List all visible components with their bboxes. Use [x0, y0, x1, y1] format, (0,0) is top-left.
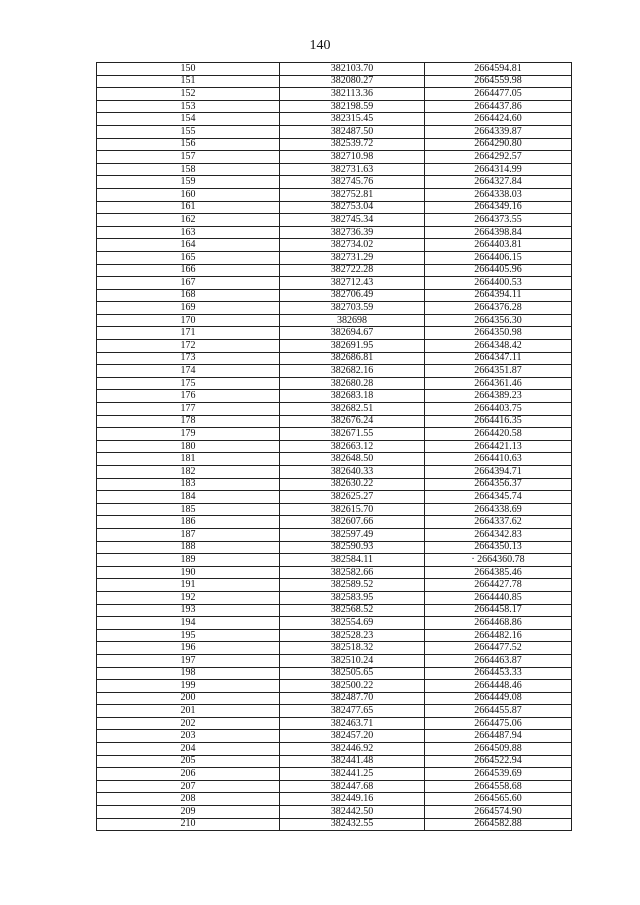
point-number-cell: 181 [97, 453, 280, 466]
table-row [97, 478, 572, 491]
x-coordinate-cell: 382625.27 [280, 491, 425, 504]
point-number-cell: 193 [97, 604, 280, 617]
point-number-cell: 176 [97, 390, 280, 403]
table-row [97, 680, 572, 693]
table-row [97, 264, 572, 277]
point-number-cell: 156 [97, 138, 280, 151]
coordinates-table-body [97, 63, 572, 831]
y-coordinate-cell: 2664342.83 [425, 528, 572, 541]
table-row [97, 277, 572, 290]
x-coordinate-cell: 382630.22 [280, 478, 425, 491]
x-coordinate-cell: 382682.16 [280, 365, 425, 378]
y-coordinate-cell: 2664522.94 [425, 755, 572, 768]
point-number-cell: 169 [97, 302, 280, 315]
point-number-cell: 192 [97, 591, 280, 604]
y-coordinate-cell: 2664373.55 [425, 214, 572, 227]
point-number-cell: 159 [97, 176, 280, 189]
x-coordinate-cell: 382682.51 [280, 403, 425, 416]
table-row [97, 730, 572, 743]
table-row [97, 302, 572, 315]
table-row [97, 604, 572, 617]
table-row [97, 818, 572, 831]
y-coordinate-cell: 2664410.63 [425, 453, 572, 466]
point-number-cell: 168 [97, 289, 280, 302]
x-coordinate-cell: 382731.63 [280, 163, 425, 176]
point-number-cell: 175 [97, 377, 280, 390]
y-coordinate-cell: 2664477.52 [425, 642, 572, 655]
table-row [97, 327, 572, 340]
y-coordinate-cell: 2664350.13 [425, 541, 572, 554]
x-coordinate-cell: 382712.43 [280, 277, 425, 290]
y-coordinate-cell: 2664405.96 [425, 264, 572, 277]
x-coordinate-cell: 382528.23 [280, 629, 425, 642]
table-row [97, 239, 572, 252]
point-number-cell: 153 [97, 100, 280, 113]
point-number-cell: 196 [97, 642, 280, 655]
point-number-cell: 204 [97, 743, 280, 756]
y-coordinate-cell: 2664539.69 [425, 768, 572, 781]
table-row [97, 289, 572, 302]
x-coordinate-cell: 382615.70 [280, 503, 425, 516]
y-coordinate-cell: 2664453.33 [425, 667, 572, 680]
table-row [97, 403, 572, 416]
x-coordinate-cell: 382505.65 [280, 667, 425, 680]
x-coordinate-cell: 382745.76 [280, 176, 425, 189]
y-coordinate-cell: 2664394.71 [425, 466, 572, 479]
x-coordinate-cell: 382686.81 [280, 352, 425, 365]
point-number-cell: 160 [97, 188, 280, 201]
table-row [97, 768, 572, 781]
x-coordinate-cell: 382457.20 [280, 730, 425, 743]
y-coordinate-cell: 2664574.90 [425, 806, 572, 819]
x-coordinate-cell: 382703.59 [280, 302, 425, 315]
point-number-cell: 202 [97, 717, 280, 730]
x-coordinate-cell: 382736.39 [280, 226, 425, 239]
y-coordinate-cell: 2664424.60 [425, 113, 572, 126]
x-coordinate-cell: 382103.70 [280, 63, 425, 76]
y-coordinate-cell: 2664385.46 [425, 566, 572, 579]
table-row [97, 629, 572, 642]
point-number-cell: 167 [97, 277, 280, 290]
x-coordinate-cell: 382648.50 [280, 453, 425, 466]
y-coordinate-cell: 2664440.85 [425, 591, 572, 604]
point-number-cell: 150 [97, 63, 280, 76]
point-number-cell: 188 [97, 541, 280, 554]
point-number-cell: 152 [97, 88, 280, 101]
point-number-cell: 210 [97, 818, 280, 831]
point-number-cell: 201 [97, 705, 280, 718]
x-coordinate-cell: 382315.45 [280, 113, 425, 126]
point-number-cell: 209 [97, 806, 280, 819]
point-number-cell: 200 [97, 692, 280, 705]
x-coordinate-cell: 382568.52 [280, 604, 425, 617]
coordinates-table [96, 62, 572, 831]
x-coordinate-cell: 382691.95 [280, 340, 425, 353]
table-row [97, 63, 572, 76]
page-number: 140 [309, 38, 331, 53]
point-number-cell: 203 [97, 730, 280, 743]
y-coordinate-cell: 2664345.74 [425, 491, 572, 504]
y-coordinate-cell: 2664437.86 [425, 100, 572, 113]
y-coordinate-cell: 2664477.05 [425, 88, 572, 101]
point-number-cell: 198 [97, 667, 280, 680]
y-coordinate-cell: 2664403.81 [425, 239, 572, 252]
x-coordinate-cell: 382441.25 [280, 768, 425, 781]
point-number-cell: 205 [97, 755, 280, 768]
point-number-cell: 161 [97, 201, 280, 214]
y-coordinate-cell: 2664475.06 [425, 717, 572, 730]
x-coordinate-cell: 382442.50 [280, 806, 425, 819]
table-row [97, 314, 572, 327]
table-row [97, 654, 572, 667]
table-row [97, 377, 572, 390]
x-coordinate-cell: 382607.66 [280, 516, 425, 529]
x-coordinate-cell: 382584.11 [280, 554, 425, 567]
y-coordinate-cell: 2664455.87 [425, 705, 572, 718]
point-number-cell: 195 [97, 629, 280, 642]
y-coordinate-cell: 2664463.87 [425, 654, 572, 667]
x-coordinate-cell: 382663.12 [280, 440, 425, 453]
x-coordinate-cell: 382198.59 [280, 100, 425, 113]
table-row [97, 226, 572, 239]
x-coordinate-cell: 382487.70 [280, 692, 425, 705]
x-coordinate-cell: 382487.50 [280, 125, 425, 138]
table-row [97, 251, 572, 264]
table-row [97, 743, 572, 756]
point-number-cell: 154 [97, 113, 280, 126]
x-coordinate-cell: 382582.66 [280, 566, 425, 579]
point-number-cell: 164 [97, 239, 280, 252]
x-coordinate-cell: 382539.72 [280, 138, 425, 151]
x-coordinate-cell: 382477.65 [280, 705, 425, 718]
y-coordinate-cell: 2664458.17 [425, 604, 572, 617]
point-number-cell: 172 [97, 340, 280, 353]
y-coordinate-cell: 2664327.84 [425, 176, 572, 189]
x-coordinate-cell: 382463.71 [280, 717, 425, 730]
table-row [97, 516, 572, 529]
x-coordinate-cell: 382752.81 [280, 188, 425, 201]
y-coordinate-cell: 2664565.60 [425, 793, 572, 806]
y-coordinate-cell: 2664449.08 [425, 692, 572, 705]
y-coordinate-cell: 2664427.78 [425, 579, 572, 592]
y-coordinate-cell: 2664290.80 [425, 138, 572, 151]
table-row [97, 491, 572, 504]
table-row [97, 705, 572, 718]
point-number-cell: 151 [97, 75, 280, 88]
y-coordinate-cell: 2664347.11 [425, 352, 572, 365]
point-number-cell: 170 [97, 314, 280, 327]
table-row [97, 138, 572, 151]
table-row [97, 503, 572, 516]
table-row [97, 163, 572, 176]
y-coordinate-cell: 2664509.88 [425, 743, 572, 756]
table-row [97, 466, 572, 479]
table-row [97, 591, 572, 604]
y-coordinate-cell: 2664403.75 [425, 403, 572, 416]
x-coordinate-cell: 382441.48 [280, 755, 425, 768]
point-number-cell: 173 [97, 352, 280, 365]
point-number-cell: 207 [97, 780, 280, 793]
point-number-cell: 186 [97, 516, 280, 529]
table-row [97, 352, 572, 365]
y-coordinate-cell: · 2664360.78 [425, 554, 572, 567]
point-number-cell: 162 [97, 214, 280, 227]
y-coordinate-cell: 2664389.23 [425, 390, 572, 403]
table-row [97, 113, 572, 126]
x-coordinate-cell: 382734.02 [280, 239, 425, 252]
point-number-cell: 185 [97, 503, 280, 516]
table-row [97, 554, 572, 567]
y-coordinate-cell: 2664420.58 [425, 428, 572, 441]
y-coordinate-cell: 2664559.98 [425, 75, 572, 88]
y-coordinate-cell: 2664468.86 [425, 617, 572, 630]
table-row [97, 214, 572, 227]
table-row [97, 440, 572, 453]
x-coordinate-cell: 382449.16 [280, 793, 425, 806]
point-number-cell: 165 [97, 251, 280, 264]
x-coordinate-cell: 382500.22 [280, 680, 425, 693]
point-number-cell: 179 [97, 428, 280, 441]
point-number-cell: 194 [97, 617, 280, 630]
point-number-cell: 191 [97, 579, 280, 592]
point-number-cell: 174 [97, 365, 280, 378]
point-number-cell: 158 [97, 163, 280, 176]
x-coordinate-cell: 382583.95 [280, 591, 425, 604]
point-number-cell: 178 [97, 415, 280, 428]
y-coordinate-cell: 2664582.88 [425, 818, 572, 831]
point-number-cell: 208 [97, 793, 280, 806]
table-row [97, 88, 572, 101]
x-coordinate-cell: 382113.36 [280, 88, 425, 101]
x-coordinate-cell: 382518.32 [280, 642, 425, 655]
x-coordinate-cell: 382676.24 [280, 415, 425, 428]
x-coordinate-cell: 382698 [280, 314, 425, 327]
table-row [97, 176, 572, 189]
y-coordinate-cell: 2664398.84 [425, 226, 572, 239]
table-row [97, 415, 572, 428]
point-number-cell: 197 [97, 654, 280, 667]
x-coordinate-cell: 382447.68 [280, 780, 425, 793]
x-coordinate-cell: 382510.24 [280, 654, 425, 667]
point-number-cell: 182 [97, 466, 280, 479]
table-row [97, 151, 572, 164]
y-coordinate-cell: 2664400.53 [425, 277, 572, 290]
point-number-cell: 180 [97, 440, 280, 453]
x-coordinate-cell: 382683.18 [280, 390, 425, 403]
point-number-cell: 177 [97, 403, 280, 416]
x-coordinate-cell: 382589.52 [280, 579, 425, 592]
point-number-cell: 184 [97, 491, 280, 504]
table-row [97, 390, 572, 403]
point-number-cell: 157 [97, 151, 280, 164]
y-coordinate-cell: 2664376.28 [425, 302, 572, 315]
y-coordinate-cell: 2664356.37 [425, 478, 572, 491]
x-coordinate-cell: 382554.69 [280, 617, 425, 630]
y-coordinate-cell: 2664558.68 [425, 780, 572, 793]
y-coordinate-cell: 2664350.98 [425, 327, 572, 340]
y-coordinate-cell: 2664448.46 [425, 680, 572, 693]
y-coordinate-cell: 2664349.16 [425, 201, 572, 214]
table-row [97, 365, 572, 378]
x-coordinate-cell: 382753.04 [280, 201, 425, 214]
x-coordinate-cell: 382640.33 [280, 466, 425, 479]
table-row [97, 755, 572, 768]
point-number-cell: 190 [97, 566, 280, 579]
table-row [97, 428, 572, 441]
x-coordinate-cell: 382671.55 [280, 428, 425, 441]
table-row [97, 806, 572, 819]
point-number-cell: 189 [97, 554, 280, 567]
point-number-cell: 163 [97, 226, 280, 239]
point-number-cell: 183 [97, 478, 280, 491]
x-coordinate-cell: 382710.98 [280, 151, 425, 164]
x-coordinate-cell: 382745.34 [280, 214, 425, 227]
y-coordinate-cell: 2664394.11 [425, 289, 572, 302]
y-coordinate-cell: 2664416.35 [425, 415, 572, 428]
x-coordinate-cell: 382590.93 [280, 541, 425, 554]
table-row [97, 541, 572, 554]
point-number-cell: 187 [97, 528, 280, 541]
x-coordinate-cell: 382446.92 [280, 743, 425, 756]
table-row [97, 100, 572, 113]
y-coordinate-cell: 2664594.81 [425, 63, 572, 76]
table-row [97, 566, 572, 579]
y-coordinate-cell: 2664314.99 [425, 163, 572, 176]
y-coordinate-cell: 2664338.03 [425, 188, 572, 201]
table-row [97, 717, 572, 730]
table-row [97, 125, 572, 138]
y-coordinate-cell: 2664339.87 [425, 125, 572, 138]
table-row [97, 667, 572, 680]
y-coordinate-cell: 2664487.94 [425, 730, 572, 743]
point-number-cell: 206 [97, 768, 280, 781]
x-coordinate-cell: 382731.29 [280, 251, 425, 264]
x-coordinate-cell: 382722.28 [280, 264, 425, 277]
table-row [97, 579, 572, 592]
y-coordinate-cell: 2664338.69 [425, 503, 572, 516]
x-coordinate-cell: 382432.55 [280, 818, 425, 831]
table-row [97, 642, 572, 655]
table-row [97, 453, 572, 466]
y-coordinate-cell: 2664292.57 [425, 151, 572, 164]
table-row [97, 75, 572, 88]
point-number-cell: 166 [97, 264, 280, 277]
y-coordinate-cell: 2664356.30 [425, 314, 572, 327]
x-coordinate-cell: 382597.49 [280, 528, 425, 541]
y-coordinate-cell: 2664337.62 [425, 516, 572, 529]
point-number-cell: 199 [97, 680, 280, 693]
x-coordinate-cell: 382680.28 [280, 377, 425, 390]
y-coordinate-cell: 2664482.16 [425, 629, 572, 642]
table-row [97, 780, 572, 793]
x-coordinate-cell: 382694.67 [280, 327, 425, 340]
x-coordinate-cell: 382080.27 [280, 75, 425, 88]
y-coordinate-cell: 2664348.42 [425, 340, 572, 353]
table-row [97, 793, 572, 806]
table-row [97, 201, 572, 214]
y-coordinate-cell: 2664421.13 [425, 440, 572, 453]
y-coordinate-cell: 2664361.46 [425, 377, 572, 390]
table-row [97, 528, 572, 541]
y-coordinate-cell: 2664406.15 [425, 251, 572, 264]
x-coordinate-cell: 382706.49 [280, 289, 425, 302]
table-row [97, 692, 572, 705]
point-number-cell: 171 [97, 327, 280, 340]
y-coordinate-cell: 2664351.87 [425, 365, 572, 378]
table-row [97, 188, 572, 201]
table-row [97, 340, 572, 353]
table-row [97, 617, 572, 630]
point-number-cell: 155 [97, 125, 280, 138]
